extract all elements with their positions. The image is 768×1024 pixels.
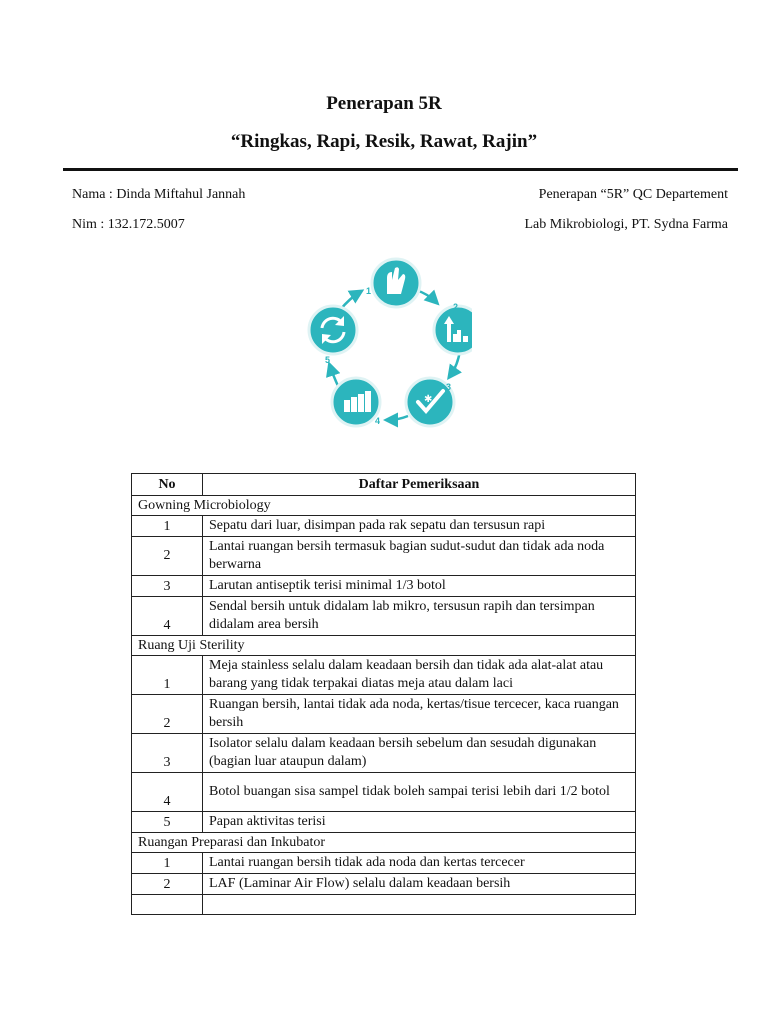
section-row <box>132 496 636 516</box>
table-row <box>132 874 636 895</box>
table-row <box>132 597 636 636</box>
row-number: 5 <box>132 812 203 833</box>
checklist-table <box>131 473 636 915</box>
student-name: Nama : Dinda Miftahul Jannah <box>72 187 246 202</box>
row-number: 1 <box>132 656 203 695</box>
step-2-number: 2 <box>453 302 459 312</box>
step-1-hand-icon <box>366 259 420 307</box>
table-row <box>132 516 636 537</box>
row-text: Meja stainless selalu dalam keadaan bersih dan tidak ada alat-alat atau barang yang tidak terpakai diatas meja atau dalam laci <box>203 656 636 695</box>
step-5-number: 5 <box>325 355 331 365</box>
table-row <box>132 537 636 576</box>
section-title: Ruangan Preparasi dan Inkubator <box>132 833 636 853</box>
step-2-stairs-arrow-icon <box>434 302 472 354</box>
row-number: 1 <box>132 516 203 537</box>
header-no: No <box>132 474 203 496</box>
step-4-number: 4 <box>375 416 381 426</box>
page-subtitle: “Ringkas, Rapi, Resik, Rawat, Rajin” <box>230 131 538 152</box>
row-number: 4 <box>132 773 203 812</box>
row-text: Lantai ruangan bersih termasuk bagian sudut-sudut dan tidak ada noda berwarna <box>203 537 636 576</box>
empty-row <box>132 895 636 915</box>
row-number <box>132 895 203 915</box>
row-text: Papan aktivitas terisi <box>203 812 636 833</box>
row-text: Isolator selalu dalam keadaan bersih sebelum dan sesudah digunakan (bagian luar ataupun dalam) <box>203 734 636 773</box>
table-row <box>132 576 636 597</box>
section-title: Gowning Microbiology <box>132 496 636 516</box>
step-3-check-star-icon <box>406 378 454 426</box>
row-text: Larutan antiseptik terisi minimal 1/3 botol <box>203 576 636 597</box>
step-3-number: 3 <box>446 382 452 392</box>
row-number: 4 <box>132 597 203 636</box>
table-row <box>132 656 636 695</box>
section-row <box>132 833 636 853</box>
department-label: Penerapan “5R” QC Departement <box>538 187 728 202</box>
table-row <box>132 853 636 874</box>
step-4-stacked-papers-icon <box>332 378 380 426</box>
row-number: 2 <box>132 537 203 576</box>
step-1-number: 1 <box>366 286 372 296</box>
table-row <box>132 773 636 812</box>
table-header-row <box>132 474 636 496</box>
row-number: 3 <box>132 576 203 597</box>
title-divider <box>63 168 738 171</box>
svg-text:✱: ✱ <box>424 394 433 405</box>
step-5-refresh-cycle-icon <box>309 306 357 365</box>
row-text: LAF (Laminar Air Flow) selalu dalam keadaan bersih <box>203 874 636 895</box>
table-row <box>132 734 636 773</box>
table-row <box>132 695 636 734</box>
section-row <box>132 636 636 656</box>
row-text: Sepatu dari luar, disimpan pada rak sepatu dan tersusun rapi <box>203 516 636 537</box>
row-text: Botol buangan sisa sampel tidak boleh sampai terisi lebih dari 1/2 botol <box>203 773 636 812</box>
row-number: 1 <box>132 853 203 874</box>
row-text: Ruangan bersih, lantai tidak ada noda, kertas/tisue tercecer, kaca ruangan bersih <box>203 695 636 734</box>
row-number: 3 <box>132 734 203 773</box>
student-nim: Nim : 132.172.5007 <box>72 217 185 232</box>
row-number: 2 <box>132 695 203 734</box>
row-text <box>203 895 636 915</box>
header-daftar-pemeriksaan: Daftar Pemeriksaan <box>203 474 636 496</box>
page-title: Penerapan 5R <box>326 93 442 114</box>
row-text: Lantai ruangan bersih tidak ada noda dan kertas tercecer <box>203 853 636 874</box>
table-row <box>132 812 636 833</box>
lab-label: Lab Mikrobiologi, PT. Sydna Farma <box>524 217 728 232</box>
row-number: 2 <box>132 874 203 895</box>
5r-cycle-diagram <box>300 250 472 435</box>
row-text: Sendal bersih untuk didalam lab mikro, tersusun rapih dan tersimpan didalam area bersih <box>203 597 636 636</box>
section-title: Ruang Uji Sterility <box>132 636 636 656</box>
